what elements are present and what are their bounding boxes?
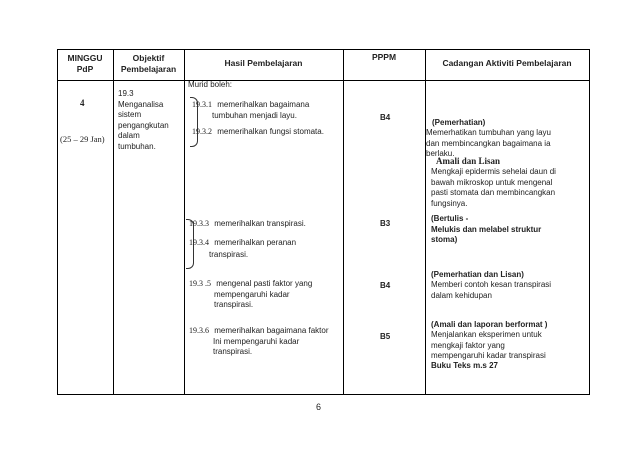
activity-3-line: stoma) [431, 235, 458, 244]
activity-1-body [426, 128, 551, 160]
activity-3-line: Melukis dan melabel struktur [431, 224, 542, 234]
header-objektif [113, 53, 184, 75]
outcome-6-line: transpirasi. [213, 347, 253, 356]
outcome-3-line: memerihalkan transpirasi. [214, 219, 306, 228]
col-border-5 [589, 49, 590, 395]
outcome-1-line: memerihalkan bagaimana [217, 100, 310, 109]
pppm-level: B3 [380, 219, 391, 228]
activity-1-line: Memerhatikan tumbuhan yang layu [426, 128, 551, 137]
header-cadangan: Cadangan Aktiviti Pembelajaran [442, 58, 572, 68]
header-objektif-line2: Pembelajaran [120, 64, 177, 74]
outcome-1-number: 19.3.1 [192, 100, 212, 109]
pppm-level: B4 [380, 113, 391, 122]
outcome-6-number: 19.3.6 [189, 326, 209, 335]
outcome-5 [189, 279, 312, 311]
header-minggu-line2: PdP [76, 64, 94, 74]
activity-2-line: pasti stomata dan membincangkan [431, 188, 556, 197]
activity-3 [431, 214, 541, 246]
activity-2-line: Mengkaji epidermis sehelai daun di [431, 167, 556, 176]
outcome-5-number: 19.3 .5 [189, 279, 211, 288]
header-hasil: Hasil Pembelajaran [224, 58, 303, 68]
page-number: 6 [316, 402, 322, 412]
outcome-3-number: 19.3.3 [189, 219, 209, 228]
activity-5-line: mempengaruhi kadar transpirasi [431, 351, 546, 360]
col-border-1 [113, 49, 114, 395]
activity-5-line: Menjalankan eksperimen untuk [431, 330, 542, 339]
outcome-4-line: memerihalkan peranan [214, 238, 297, 247]
activity-4-body [431, 280, 551, 301]
outcome-5-line: mempengaruhi kadar [214, 289, 290, 299]
activity-2-body [431, 167, 556, 209]
activity-2-title: Amali dan Lisan [436, 156, 501, 166]
objective-line: dalam [118, 131, 140, 140]
outcome-5-line: mengenal pasti faktor yang [216, 279, 313, 288]
outcome-6-line: memerihalkan bagaimana faktor [214, 326, 329, 335]
outcome-2-number: 19.3.2 [192, 127, 212, 136]
activity-1-line: dan membincangkan bagaimana ia [426, 138, 551, 148]
activity-5-reference: Buku Teks m.s 27 [431, 361, 498, 370]
objective-line: tumbuhan. [118, 141, 156, 151]
header-pppm: PPPM [371, 52, 397, 62]
objective-line: pengangkutan [118, 120, 169, 130]
col-border-0 [57, 49, 58, 395]
outcome-4-number: 19.3.4 [189, 238, 209, 247]
outcome-2 [192, 127, 324, 138]
col-border-3 [343, 49, 344, 395]
header-objektif-line1: Objektif [132, 53, 165, 63]
activity-5-line: mengkaji faktor yang [431, 340, 505, 350]
activity-1-line: berlaku. [426, 149, 455, 158]
pppm-level: B4 [380, 281, 391, 290]
activity-4-line: dalam kehidupan [431, 290, 492, 300]
outcome-1-line: tumbuhan menjadi layu. [212, 110, 297, 120]
objective-text [118, 89, 169, 152]
outcome-4 [189, 237, 296, 261]
outcome-1 [192, 100, 309, 121]
outcome-6 [189, 326, 329, 358]
table-header-border [57, 80, 590, 81]
table-bottom-border [57, 394, 590, 395]
header-minggu-line1: MINGGU [67, 53, 103, 63]
activity-1-title: (Pemerhatian) [432, 118, 486, 127]
activity-5-body [431, 330, 546, 362]
col-border-2 [184, 49, 185, 395]
activity-2-line: fungsinya. [431, 198, 468, 208]
outcome-5-line: transpirasi. [214, 300, 254, 309]
objective-line: sistem [118, 110, 142, 119]
week-number: 4 [80, 98, 85, 108]
activity-5-title: (Amali dan laporan berformat ) [431, 320, 548, 329]
table-top-border [57, 49, 590, 50]
activity-2-line: bawah mikroskop untuk mengenal [431, 177, 553, 187]
activity-4-line: Memberi contoh kesan transpirasi [431, 280, 552, 289]
objective-line: 19.3 [118, 89, 134, 98]
outcome-6-line: Ini mempengaruhi kadar [213, 336, 300, 346]
activity-4-title: (Pemerhatian dan Lisan) [431, 270, 524, 279]
col-border-4 [425, 49, 426, 395]
outcomes-intro: Murid boleh: [188, 80, 233, 89]
header-minggu [57, 53, 113, 75]
outcome-3 [189, 219, 306, 230]
outcome-2-line: memerihalkan fungsi stomata. [217, 127, 324, 136]
week-dates: (25 – 29 Jan) [60, 134, 105, 144]
activity-3-line: (Bertulis - [431, 214, 469, 223]
outcome-4-line: transpirasi. [209, 250, 249, 259]
pppm-level: B5 [380, 332, 391, 341]
objective-line: Menganalisa [118, 99, 164, 109]
